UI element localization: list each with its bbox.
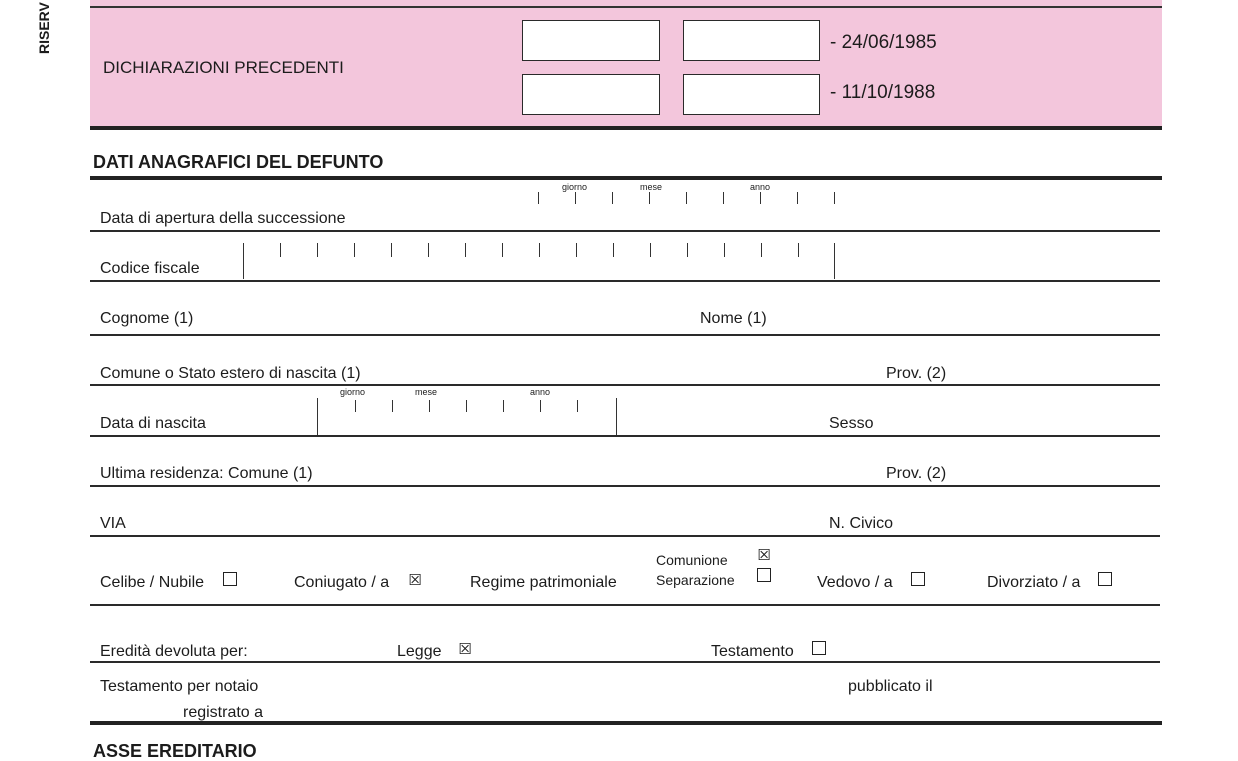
divider bbox=[90, 334, 1160, 336]
legge-checkbox[interactable]: ☒ bbox=[458, 640, 472, 658]
date-label-giorno: giorno bbox=[340, 387, 366, 397]
data-nascita-label: Data di nascita bbox=[100, 415, 206, 432]
divider bbox=[90, 485, 1160, 487]
cf-digit-separator bbox=[465, 243, 466, 257]
date-label-anno: anno bbox=[530, 387, 551, 397]
divider bbox=[90, 280, 1160, 282]
cf-digit-separator bbox=[724, 243, 725, 257]
divider bbox=[90, 230, 1160, 232]
previous-number-field-1[interactable] bbox=[683, 20, 820, 61]
date-label-mese: mese bbox=[640, 182, 663, 192]
side-label: RISERV bbox=[36, 2, 52, 54]
cf-field-end bbox=[834, 243, 835, 279]
asse-ereditario-title: ASSE EREDITARIO bbox=[93, 741, 257, 761]
coniugato-label: Coniugato / a bbox=[294, 574, 390, 591]
eredita-label: Eredità devoluta per: bbox=[100, 643, 248, 660]
divider bbox=[90, 535, 1160, 537]
testamento-checkbox[interactable] bbox=[812, 641, 826, 655]
date-digit-separator bbox=[834, 192, 835, 204]
celibe-label: Celibe / Nubile bbox=[100, 574, 205, 591]
date-digit-separator bbox=[355, 400, 356, 412]
divorziato-label: Divorziato / a bbox=[987, 574, 1081, 591]
date-digit-separator bbox=[649, 192, 650, 204]
cf-digit-separator bbox=[650, 243, 651, 257]
date-digit-separator bbox=[503, 400, 504, 412]
legge-label: Legge bbox=[397, 643, 442, 660]
prov-nascita-label: Prov. (2) bbox=[886, 365, 947, 382]
cf-digit-separator bbox=[798, 243, 799, 257]
cf-digit-separator bbox=[539, 243, 540, 257]
registrato-label: registrato a bbox=[183, 704, 264, 721]
previous-office-field-1[interactable] bbox=[522, 20, 660, 61]
date-label-giorno: giorno bbox=[562, 182, 588, 192]
apertura-label: Data di apertura della successione bbox=[100, 210, 346, 227]
cf-digit-separator bbox=[613, 243, 614, 257]
divider bbox=[90, 435, 1160, 437]
date-digit-separator bbox=[538, 192, 539, 204]
cf-digit-separator bbox=[428, 243, 429, 257]
previous-date-1: - 24/06/1985 bbox=[830, 32, 937, 53]
via-label: VIA bbox=[100, 515, 126, 532]
divider bbox=[90, 6, 1162, 8]
divider bbox=[90, 126, 1162, 130]
sesso-label: Sesso bbox=[829, 415, 874, 432]
coniugato-checkbox[interactable]: ☒ bbox=[408, 571, 422, 589]
date-digit-separator bbox=[577, 400, 578, 412]
comunione-label: Comunione bbox=[656, 552, 728, 568]
date-digit-separator bbox=[392, 400, 393, 412]
date-digit-separator bbox=[540, 400, 541, 412]
divorziato-checkbox[interactable] bbox=[1098, 572, 1112, 586]
prov-residenza-label: Prov. (2) bbox=[886, 465, 947, 482]
cf-digit-separator bbox=[576, 243, 577, 257]
divider bbox=[90, 384, 1160, 386]
pubblicato-label: pubblicato il bbox=[848, 678, 933, 695]
divider bbox=[90, 604, 1160, 606]
cf-field-start bbox=[243, 243, 244, 279]
divider bbox=[90, 176, 1162, 180]
cf-digit-separator bbox=[317, 243, 318, 257]
separazione-label: Separazione bbox=[656, 572, 735, 588]
date-label-anno: anno bbox=[750, 182, 771, 192]
cf-digit-separator bbox=[687, 243, 688, 257]
cf-digit-separator bbox=[391, 243, 392, 257]
civico-label: N. Civico bbox=[829, 515, 894, 532]
cf-digit-separator bbox=[761, 243, 762, 257]
cf-digit-separator bbox=[502, 243, 503, 257]
separazione-checkbox[interactable] bbox=[757, 568, 771, 582]
cognome-label: Cognome (1) bbox=[100, 310, 194, 327]
comunione-checkbox[interactable]: ☒ bbox=[757, 546, 771, 564]
nome-label: Nome (1) bbox=[700, 310, 767, 327]
date-digit-separator bbox=[575, 192, 576, 204]
date-digit-separator bbox=[797, 192, 798, 204]
date-digit-separator bbox=[760, 192, 761, 204]
birth-date-field-end bbox=[616, 398, 617, 436]
previous-office-field-2[interactable] bbox=[522, 74, 660, 115]
previous-date-2: - 11/10/1988 bbox=[830, 82, 936, 103]
date-digit-separator bbox=[612, 192, 613, 204]
comune-nascita-label: Comune o Stato estero di nascita (1) bbox=[100, 365, 361, 382]
divider bbox=[90, 721, 1162, 725]
section-title: DATI ANAGRAFICI DEL DEFUNTO bbox=[93, 152, 384, 172]
celibe-checkbox[interactable] bbox=[223, 572, 237, 586]
previous-declarations-title: DICHIARAZIONI PRECEDENTI bbox=[103, 58, 344, 77]
testamento-label: Testamento bbox=[711, 643, 794, 660]
date-digit-separator bbox=[686, 192, 687, 204]
vedovo-checkbox[interactable] bbox=[911, 572, 925, 586]
date-label-mese: mese bbox=[415, 387, 438, 397]
notaio-label: Testamento per notaio bbox=[100, 678, 259, 695]
previous-number-field-2[interactable] bbox=[683, 74, 820, 115]
birth-date-field-start bbox=[317, 398, 318, 436]
vedovo-label: Vedovo / a bbox=[817, 574, 893, 591]
cf-digit-separator bbox=[354, 243, 355, 257]
date-digit-separator bbox=[429, 400, 430, 412]
date-digit-separator bbox=[723, 192, 724, 204]
cf-digit-separator bbox=[280, 243, 281, 257]
date-digit-separator bbox=[466, 400, 467, 412]
divider bbox=[90, 661, 1160, 663]
ultima-residenza-label: Ultima residenza: Comune (1) bbox=[100, 465, 313, 482]
codice-fiscale-label: Codice fiscale bbox=[100, 260, 200, 277]
regime-label: Regime patrimoniale bbox=[470, 574, 617, 591]
